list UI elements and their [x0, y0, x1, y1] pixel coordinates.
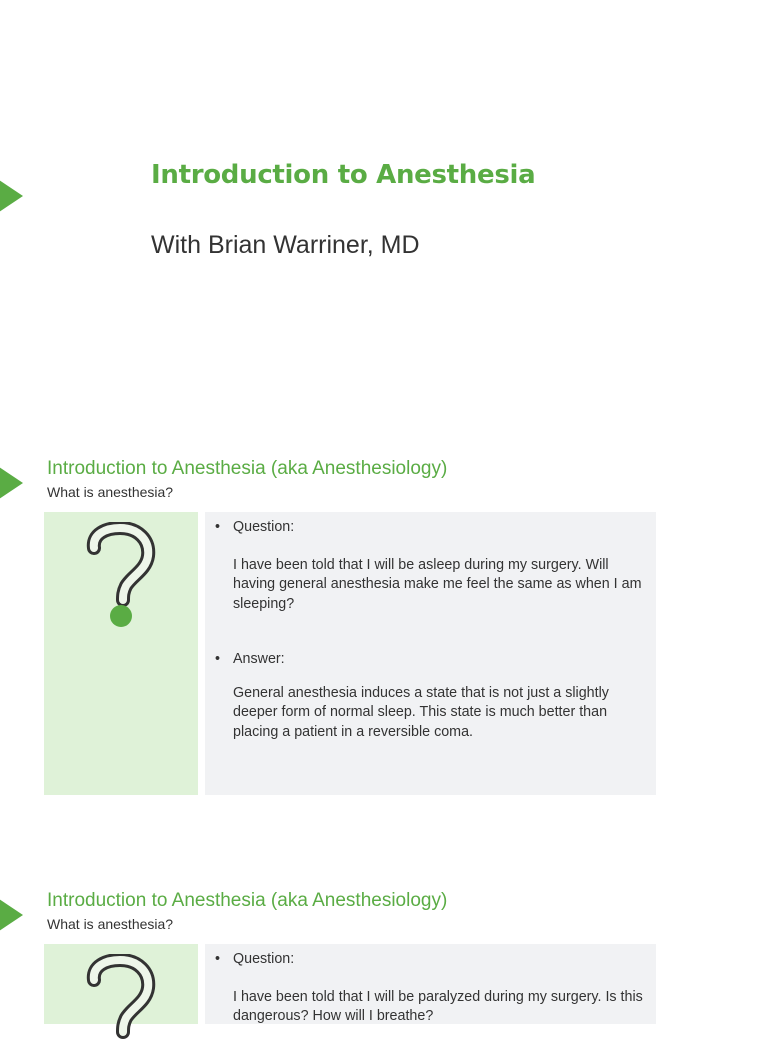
slide-2-subtitle: What is anesthesia? — [47, 916, 174, 932]
question-item — [215, 518, 646, 614]
question-label: Question: — [233, 519, 295, 535]
question-mark-icon — [44, 954, 198, 1064]
slide-1-qa-panel — [205, 512, 656, 795]
question-label: Question: — [233, 951, 295, 967]
bullet: • — [215, 519, 221, 535]
title-slide-title: Introduction to Anesthesia — [151, 160, 536, 190]
title-slide-arrow-icon — [0, 174, 23, 218]
answer-item — [215, 650, 646, 742]
title-slide-subtitle: With Brian Warriner, MD — [151, 231, 420, 259]
question-text: I have been told that I will be asleep during my surgery. Will having general anesthesia make me feel the same as when I am sleeping? — [233, 556, 642, 612]
answer-text: General anesthesia induces a state that is not just a slightly deeper form of normal sleep. This state is much better than placing a patient in a reversible coma. — [233, 684, 609, 740]
slide-2-arrow-icon — [0, 893, 23, 937]
question-item — [215, 950, 646, 1027]
slide-2-title: Introduction to Anesthesia (aka Anesthesiology) — [47, 890, 448, 911]
bullet: • — [215, 651, 221, 667]
question-text: I have been told that I will be paralyzed during my surgery. Is this dangerous? How will I breathe? — [233, 988, 643, 1024]
bullet: • — [215, 951, 221, 967]
slide-2-qa-panel — [205, 944, 656, 1024]
question-mark-icon — [44, 522, 198, 632]
answer-label: Answer: — [233, 651, 285, 667]
slide-1-subtitle: What is anesthesia? — [47, 484, 174, 500]
slide-1-title: Introduction to Anesthesia (aka Anesthesiology) — [47, 458, 448, 479]
slide-1-arrow-icon — [0, 461, 23, 505]
